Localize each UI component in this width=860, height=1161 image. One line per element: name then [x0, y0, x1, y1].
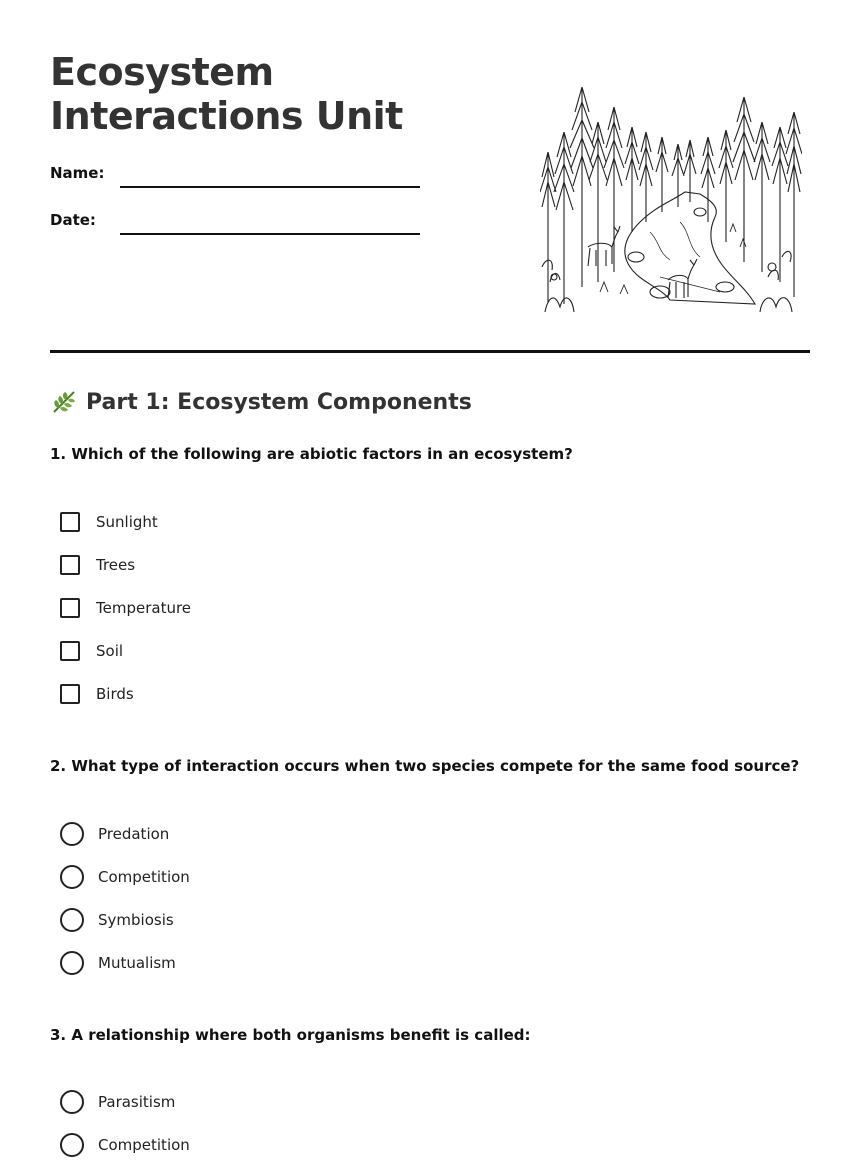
option-parasitism[interactable]	[60, 1080, 190, 1123]
option-label: Predation	[98, 824, 170, 843]
deer	[588, 226, 620, 266]
leaf-icon	[50, 388, 78, 416]
option-soil[interactable]	[60, 629, 191, 672]
section-title-text: Part 1: Ecosystem Components	[86, 389, 472, 415]
radio-button[interactable]	[60, 951, 84, 975]
worksheet-title: Ecosystem Interactions Unit	[50, 50, 403, 138]
option-symbiosis[interactable]	[60, 898, 190, 941]
worksheet-header	[50, 50, 810, 320]
option-label: Symbiosis	[98, 910, 174, 929]
checkbox[interactable]	[60, 684, 80, 704]
option-label: Soil	[96, 641, 124, 660]
name-label: Name:	[50, 164, 105, 182]
option-label: Competition	[98, 1135, 190, 1154]
question-3: 3. A relationship where both organisms benefit is called:	[50, 1026, 531, 1044]
deer	[668, 259, 697, 298]
option-label: Temperature	[96, 598, 192, 617]
radio-button[interactable]	[60, 908, 84, 932]
checkbox[interactable]	[60, 641, 80, 661]
option-label: Birds	[96, 684, 134, 703]
option-competition[interactable]	[60, 1123, 190, 1161]
question-3-options	[60, 1080, 190, 1161]
stream	[625, 192, 755, 304]
option-temperature[interactable]	[60, 586, 191, 629]
option-label: Mutualism	[98, 953, 176, 972]
radio-button[interactable]	[60, 1133, 84, 1157]
checkbox[interactable]	[60, 555, 80, 575]
option-predation[interactable]	[60, 812, 190, 855]
option-birds[interactable]	[60, 672, 191, 715]
section-title	[50, 388, 472, 416]
date-label: Date:	[50, 211, 96, 229]
option-mutualism[interactable]	[60, 941, 190, 984]
checkbox[interactable]	[60, 512, 80, 532]
forest-illustration	[540, 82, 802, 314]
date-field[interactable]	[50, 211, 430, 235]
option-label: Parasitism	[98, 1092, 176, 1111]
option-label: Sunlight	[96, 512, 158, 531]
question-1-options	[60, 500, 191, 715]
checkbox[interactable]	[60, 598, 80, 618]
name-input-line[interactable]	[120, 186, 420, 188]
header-divider	[50, 350, 810, 353]
radio-button[interactable]	[60, 1090, 84, 1114]
tree-group	[540, 87, 802, 304]
radio-button[interactable]	[60, 822, 84, 846]
question-2: 2. What type of interaction occurs when two species compete for the same food source?	[50, 757, 800, 775]
option-sunlight[interactable]	[60, 500, 191, 543]
option-trees[interactable]	[60, 543, 191, 586]
radio-button[interactable]	[60, 865, 84, 889]
option-label: Trees	[96, 555, 136, 574]
question-1: 1. Which of the following are abiotic factors in an ecosystem?	[50, 445, 573, 463]
date-input-line[interactable]	[120, 233, 420, 235]
option-label: Competition	[98, 867, 190, 886]
name-field[interactable]	[50, 164, 430, 188]
question-2-options	[60, 812, 190, 984]
option-competition[interactable]	[60, 855, 190, 898]
